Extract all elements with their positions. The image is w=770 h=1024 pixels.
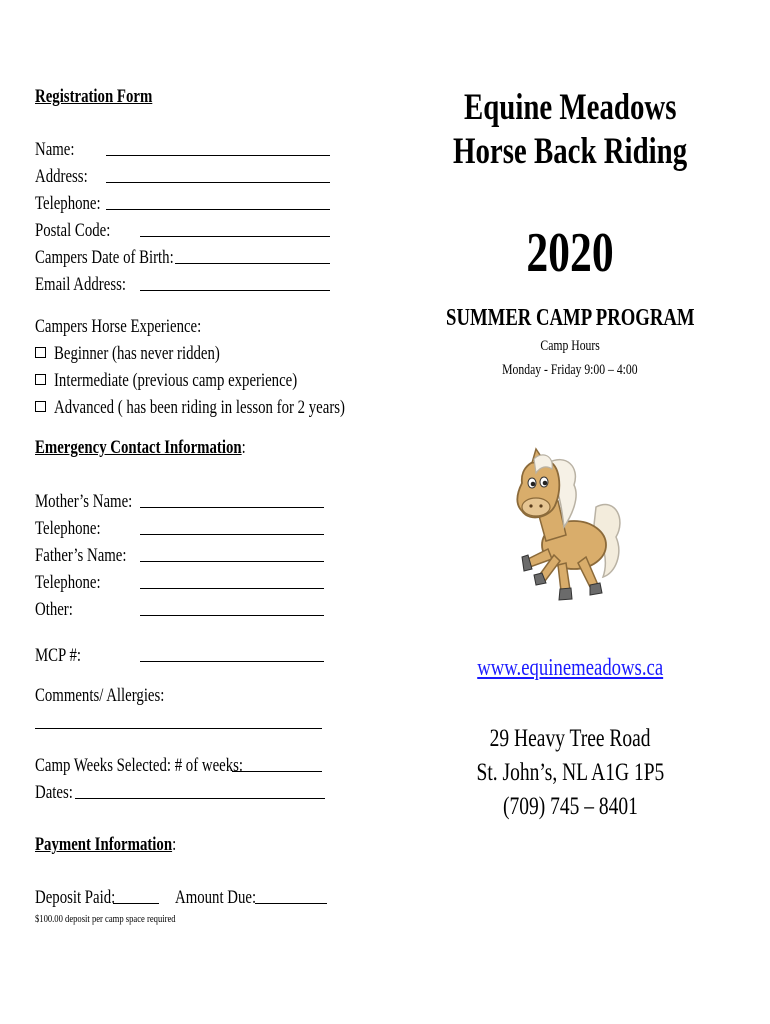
website-link[interactable]: www.equinemeadows.ca — [477, 655, 663, 681]
name-field-label: Name: — [35, 139, 75, 160]
experience-option-beginner[interactable]: Beginner (has never ridden) — [35, 343, 267, 365]
checkbox-icon[interactable] — [35, 401, 46, 412]
mother-name-field[interactable] — [140, 493, 324, 508]
mcp-field[interactable] — [140, 647, 324, 662]
emergency-contact-heading: Emergency Contact Information: — [35, 437, 246, 458]
payment-heading: Payment Information: — [35, 834, 177, 855]
year: 2020 — [526, 222, 614, 284]
deposit-label: Deposit Paid: — [35, 887, 116, 908]
dates-label: Dates: — [35, 782, 73, 803]
telephone-field-label: Telephone: — [35, 193, 101, 214]
camp-hours: Monday - Friday 9:00 – 4:00 — [502, 362, 638, 378]
deposit-note: $100.00 deposit per camp space required — [35, 913, 176, 925]
weeks-count-field[interactable] — [232, 757, 322, 772]
telephone-field[interactable] — [106, 195, 330, 210]
camp-hours-label: Camp Hours — [540, 338, 600, 354]
comments-field[interactable] — [35, 714, 322, 729]
address-field[interactable] — [106, 168, 330, 183]
birthdate-field[interactable] — [175, 249, 330, 264]
checkbox-icon[interactable] — [35, 374, 46, 385]
other-contact-label: Other: — [35, 599, 73, 620]
address-field-label: Address: — [35, 166, 88, 187]
other-contact-field[interactable] — [140, 601, 324, 616]
experience-heading: Campers Horse Experience: — [35, 316, 202, 337]
brochure-title: Equine Meadows Horse Back Riding — [452, 87, 688, 172]
email-field[interactable] — [140, 276, 330, 291]
father-telephone-field[interactable] — [140, 574, 324, 589]
mother-name-label: Mother’s Name: — [35, 491, 133, 512]
mother-telephone-label: Telephone: — [35, 518, 101, 539]
name-field[interactable] — [106, 141, 330, 156]
dates-field[interactable] — [75, 784, 325, 799]
pony-icon — [508, 445, 628, 610]
checkbox-icon[interactable] — [35, 347, 46, 358]
mcp-label: MCP #: — [35, 645, 81, 666]
contact-address: 29 Heavy Tree Road St. John’s, NL A1G 1P5 (709) 745 – 8401 — [476, 725, 664, 820]
experience-option-intermediate[interactable]: Intermediate (previous camp experience) — [35, 370, 366, 392]
father-name-field[interactable] — [140, 547, 324, 562]
postal-code-field-label: Postal Code: — [35, 220, 111, 241]
deposit-field[interactable] — [113, 889, 159, 904]
program-title: SUMMER CAMP PROGRAM — [445, 305, 695, 331]
camp-weeks-label: Camp Weeks Selected: # of weeks: — [35, 755, 244, 776]
comments-label: Comments/ Allergies: — [35, 685, 165, 706]
registration-form-heading: Registration Form — [35, 86, 153, 107]
postal-code-field[interactable] — [140, 222, 330, 237]
amount-due-field[interactable] — [255, 889, 327, 904]
father-telephone-label: Telephone: — [35, 572, 101, 593]
amount-due-label: Amount Due: — [175, 887, 257, 908]
father-name-label: Father’s Name: — [35, 545, 127, 566]
mother-telephone-field[interactable] — [140, 520, 324, 535]
experience-option-advanced[interactable]: Advanced ( has been riding in lesson for 2 years) — [35, 397, 427, 419]
birthdate-field-label: Campers Date of Birth: — [35, 247, 174, 268]
email-field-label: Email Address: — [35, 274, 126, 295]
